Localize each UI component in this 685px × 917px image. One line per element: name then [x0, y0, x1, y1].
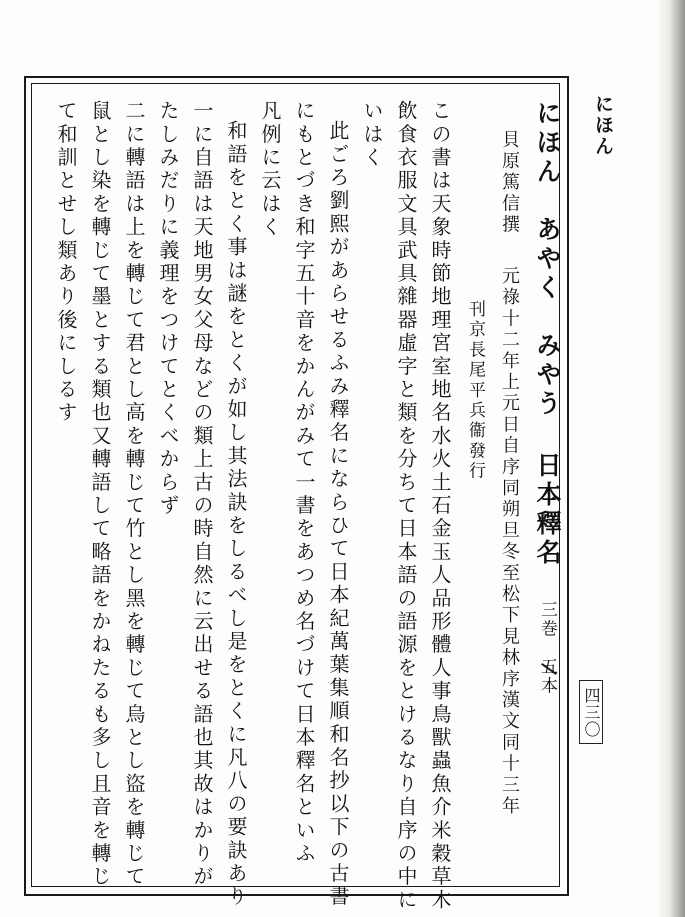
entry-title-column [535, 100, 560, 696]
body-column-1: この書は天象時節地理宮室地名水火土石金玉人品形體人事鳥獸蟲魚介米穀草木 [428, 100, 452, 912]
body-column-2: 飲食衣服文具武具雜器虛字と類を分ちて日本語の語源をとけるなり自序の中に [394, 100, 418, 913]
scan-edge [659, 0, 685, 917]
body-column-8: 一に自語は天地男女父母などの類上古の時自然に云出せる語也其故はかりが [190, 100, 214, 889]
running-head: にほん [592, 94, 614, 157]
body-column-12: て和訓とせし類あり後にしるす [54, 100, 78, 425]
author: 貝原篤信撰 [499, 130, 520, 236]
preface-date: 元祿十二年上元日自序同朔旦冬至松下見林序漢文同十三年 [499, 266, 520, 818]
body-column-4: 此ごろ劉熙があらせるふみ釋名にならひて日本紀萬葉集順和名抄以下の古書 [326, 120, 350, 909]
body-column-6: 凡例に云はく [258, 100, 282, 240]
volume-count: 三巻 五本 [537, 600, 557, 696]
body-column-5: にもとづき和字五十音をかんがみて一書をあつめ名づけて日本釋名といふ [292, 100, 316, 866]
body-column-7: 和語をとく事は謎をとくが如し其法訣をしるべし是をとくに凡八の要訣あり [224, 120, 248, 909]
publisher-column [466, 300, 483, 482]
publisher: 刊京長尾平兵衞發行 [465, 300, 485, 482]
body-column-10: 二に轉語は上を轉じて君とし高を轉じて竹とし黑を轉じて烏とし盜を轉じて [122, 100, 146, 889]
body-column-11: 鼠とし染を轉じて墨とする類也又轉語して略語をかねたるも多し且音を轉じ [88, 100, 112, 889]
body-column-9: たしみだりに義理をつけてとくべからず [156, 100, 180, 518]
author-date-column [500, 130, 518, 817]
book-title: 日本釋名 [533, 451, 562, 568]
body-column-3: いはく [360, 100, 384, 170]
entry-reading: にほん あやく みやう [533, 100, 562, 419]
page-number: 四三〇 [579, 680, 603, 744]
